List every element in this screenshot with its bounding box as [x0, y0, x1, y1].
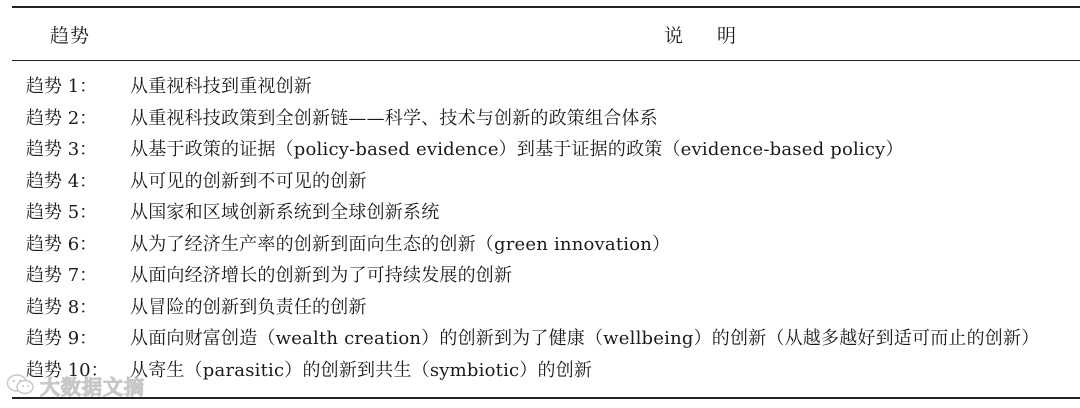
table-row	[0, 200, 1080, 232]
trend-description: 从冒险的创新到负责任的创新	[130, 296, 367, 318]
wechat-watermark-icon	[6, 373, 36, 397]
trend-description: 从面向财富创造（wealth creation）的创新到为了健康（wellbeing）的创新（从越多越好到适可而止的创新）	[130, 328, 1040, 349]
table-row	[0, 106, 1080, 138]
table-header-rule	[12, 60, 1080, 61]
trend-description: 从可见的创新到不可见的创新	[130, 170, 367, 192]
trend-description: 从面向经济增长的创新到为了可持续发展的创新	[130, 265, 513, 286]
trend-label: 趋势 9：	[26, 328, 98, 349]
table-header-row	[0, 8, 1080, 60]
table-row	[0, 169, 1080, 201]
trend-description: 从重视科技政策到全创新链——科学、技术与创新的政策组合体系	[130, 107, 658, 129]
table-row	[0, 358, 1080, 390]
trend-description: 从寄生（parasitic）的创新到共生（symbiotic）的创新	[130, 359, 593, 381]
trend-label: 趋势 6：	[26, 233, 98, 255]
header-description	[640, 21, 760, 48]
trend-description: 从国家和区域创新系统到全球创新系统	[130, 202, 440, 223]
table-body	[0, 74, 1080, 389]
trend-label: 趋势 10：	[26, 359, 109, 381]
trend-label: 趋势 1：	[26, 76, 98, 97]
trend-label: 趋势 5：	[26, 202, 98, 223]
table-row	[0, 326, 1080, 358]
table-row	[0, 137, 1080, 169]
trend-label: 趋势 7：	[26, 265, 98, 286]
trend-description: 从为了经济生产率的创新到面向生态的创新（green innovation）	[130, 233, 671, 255]
header-description-char-1: 说	[663, 25, 683, 47]
trend-label: 趋势 2：	[26, 107, 98, 129]
table-row	[0, 263, 1080, 295]
watermark	[6, 372, 145, 398]
trend-label: 趋势 4：	[26, 170, 98, 192]
trend-label: 趋势 3：	[26, 139, 98, 160]
table-row	[0, 295, 1080, 327]
table-row	[0, 74, 1080, 106]
watermark-text: 大数据文摘	[40, 374, 145, 399]
header-description-char-2: 明	[717, 25, 737, 47]
trend-description: 从重视科技到重视创新	[130, 76, 312, 97]
table-bottom-rule	[12, 397, 1080, 399]
table-row	[0, 232, 1080, 264]
trend-description: 从基于政策的证据（policy-based evidence）到基于证据的政策（evidence-based policy）	[130, 139, 904, 160]
trend-label: 趋势 8：	[26, 296, 98, 318]
header-trend: 趋势	[50, 25, 91, 47]
